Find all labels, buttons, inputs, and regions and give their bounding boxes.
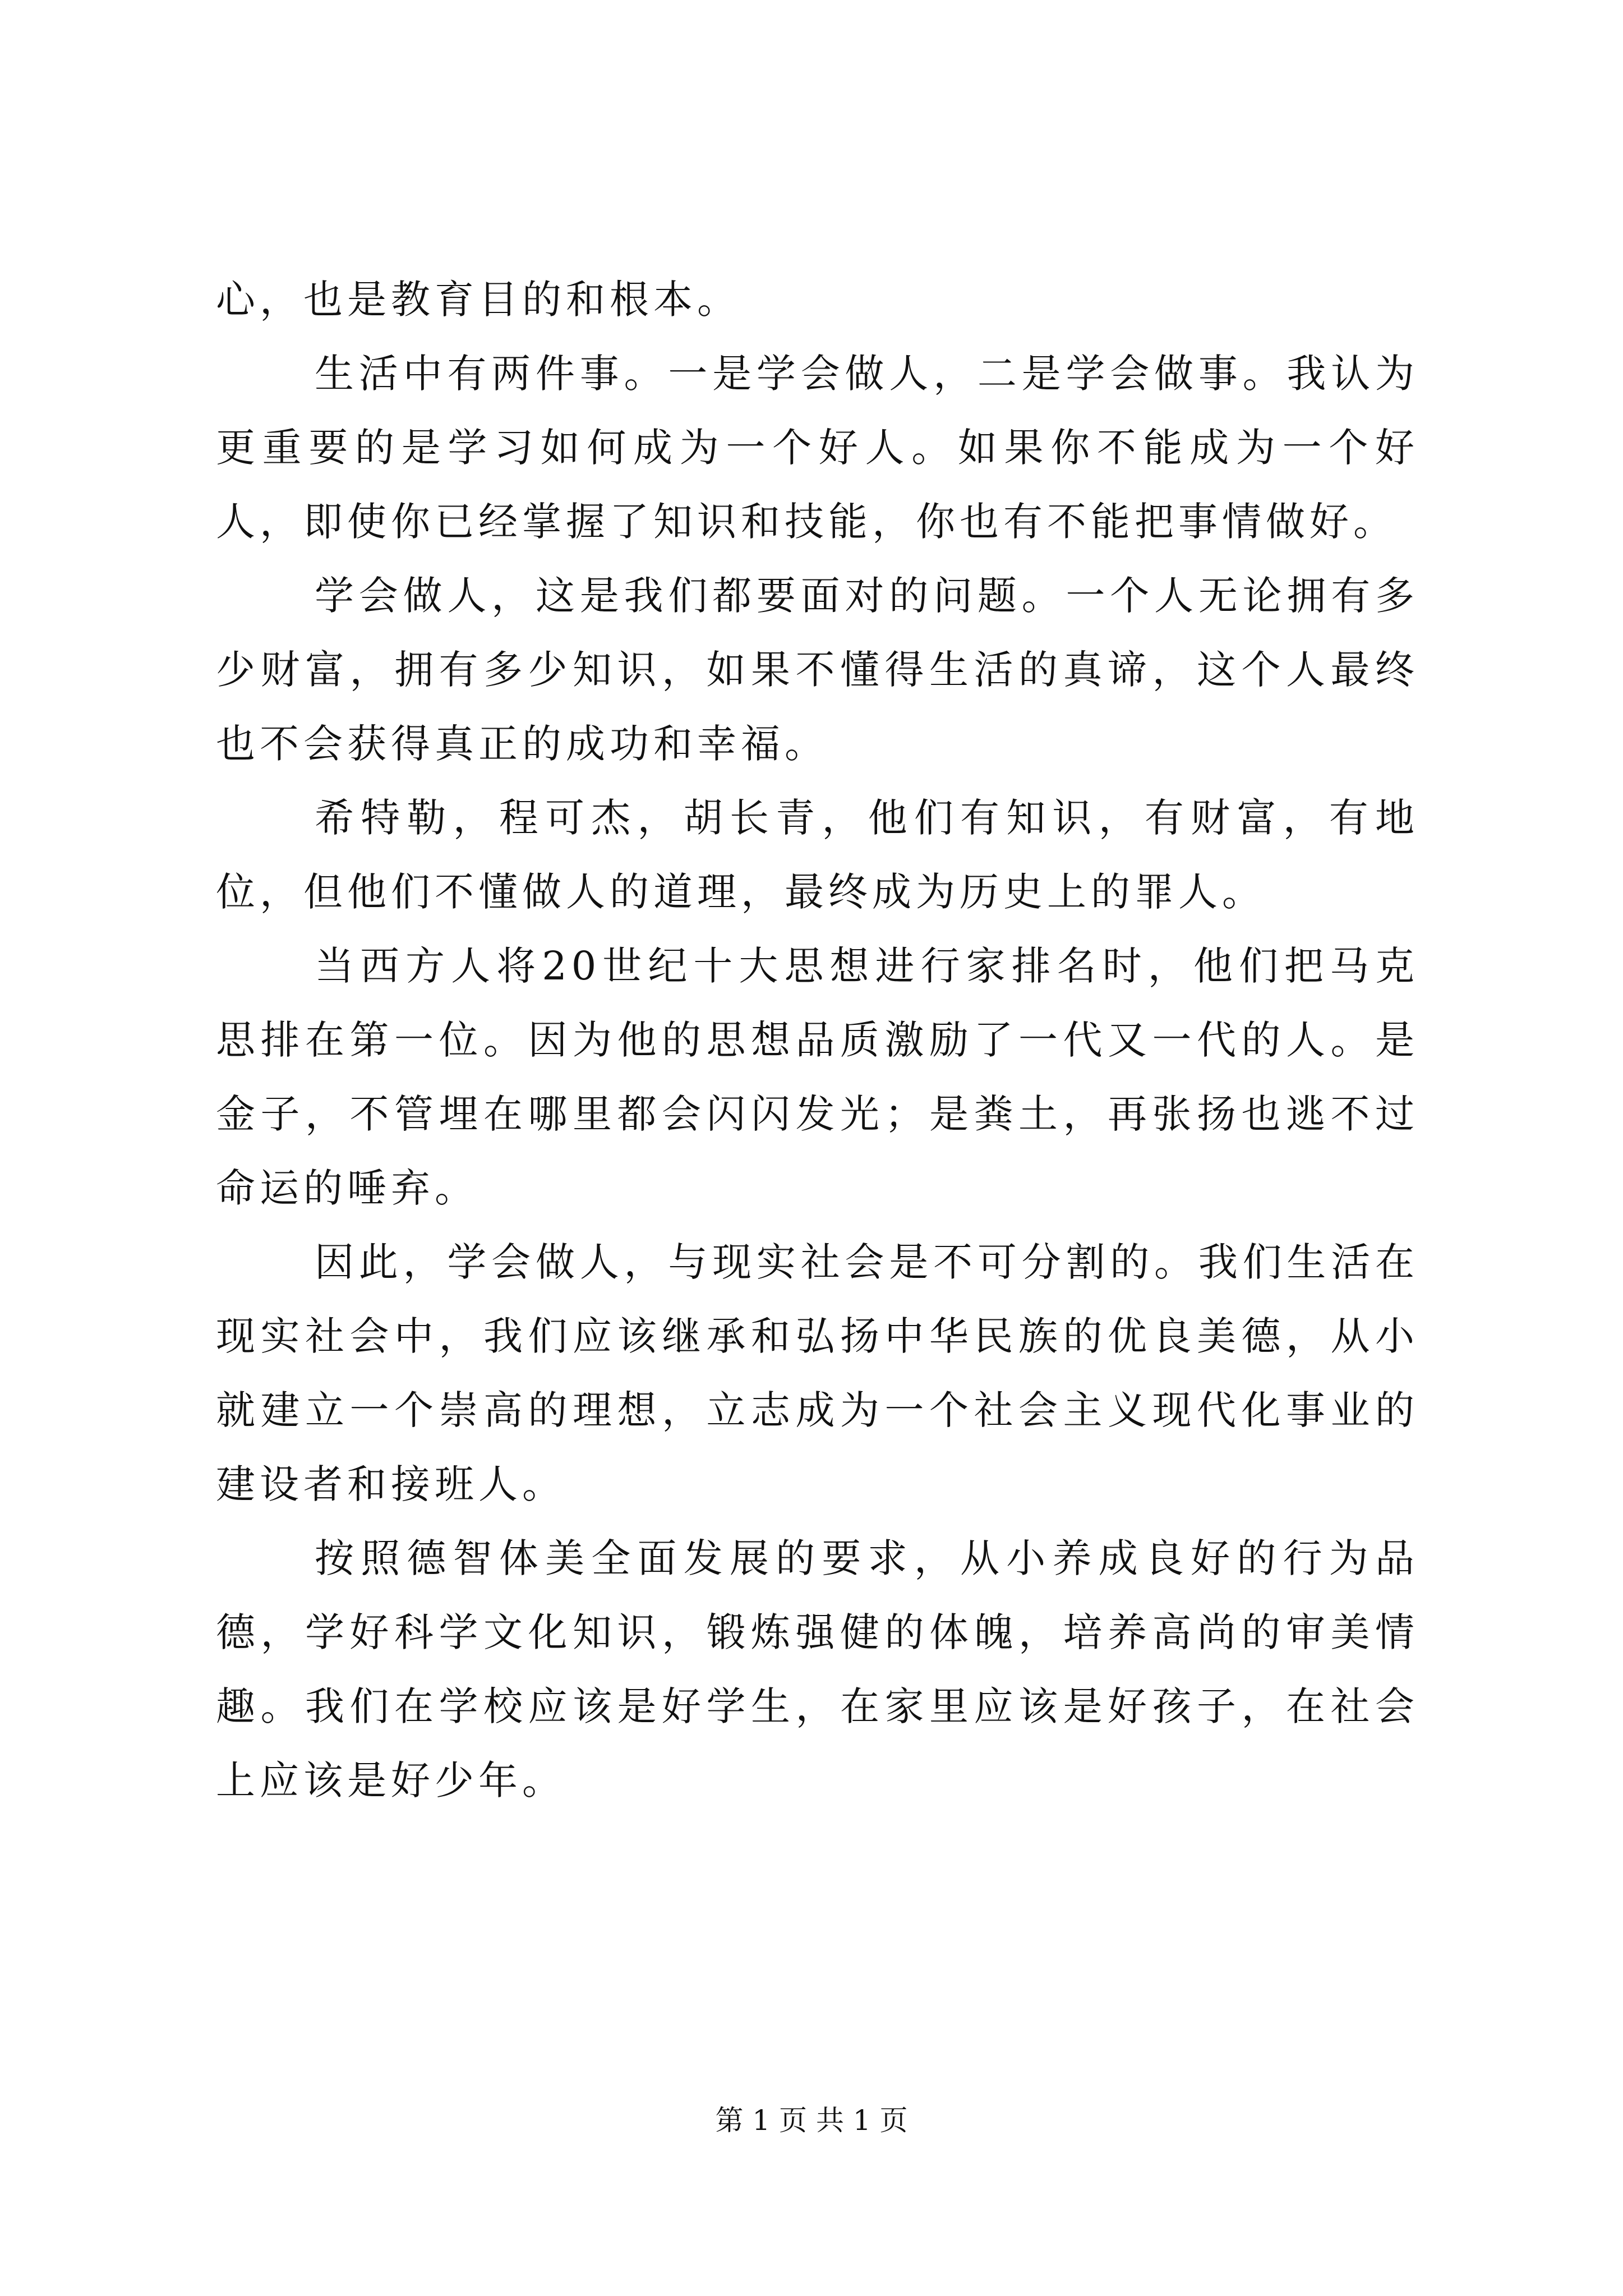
paragraph: 因此，学会做人，与现实社会是不可分割的。我们生活在现实社会中，我们应该继承和弘扬中华民族的优良美德，从小就建立一个崇高的理想，立志成为一个社会主义现代化事业的建设者和接班人。 (216, 1239, 1419, 1507)
page-number-label: 第 1 页 共 1 页 (715, 2104, 908, 2137)
document-body (216, 263, 1419, 1818)
paragraph: 生活中有两件事。一是学会做人，二是学会做事。我认为更重要的是学习如何成为一个好人。如果你不能成为一个好人，即使你已经掌握了知识和技能，你也有不能把事情做好。 (216, 351, 1419, 545)
paragraph: 希特勒，程可杰，胡长青，他们有知识，有财富，有地位，但他们不懂做人的道理，最终成为历史上的罪人。 (216, 795, 1419, 915)
paragraph: 当西方人将20世纪十大思想进行家排名时，他们把马克思排在第一位。因为他的思想品质激励了一代又一代的人。是金子，不管埋在哪里都会闪闪发光；是粪土，再张扬也逃不过命运的唾弃。 (216, 943, 1419, 1211)
page-footer (0, 2101, 1623, 2140)
paragraph: 学会做人，这是我们都要面对的问题。一个人无论拥有多少财富，拥有多少知识，如果不懂得生活的真谛，这个人最终也不会获得真正的成功和幸福。 (216, 573, 1419, 767)
paragraph: 按照德智体美全面发展的要求，从小养成良好的行为品德，学好科学文化知识，锻炼强健的体魄，培养高尚的审美情趣。我们在学校应该是好学生，在家里应该是好孩子，在社会上应该是好少年。 (216, 1535, 1419, 1803)
paragraph-continued: 心，也是教育目的和根本。 (216, 277, 741, 323)
